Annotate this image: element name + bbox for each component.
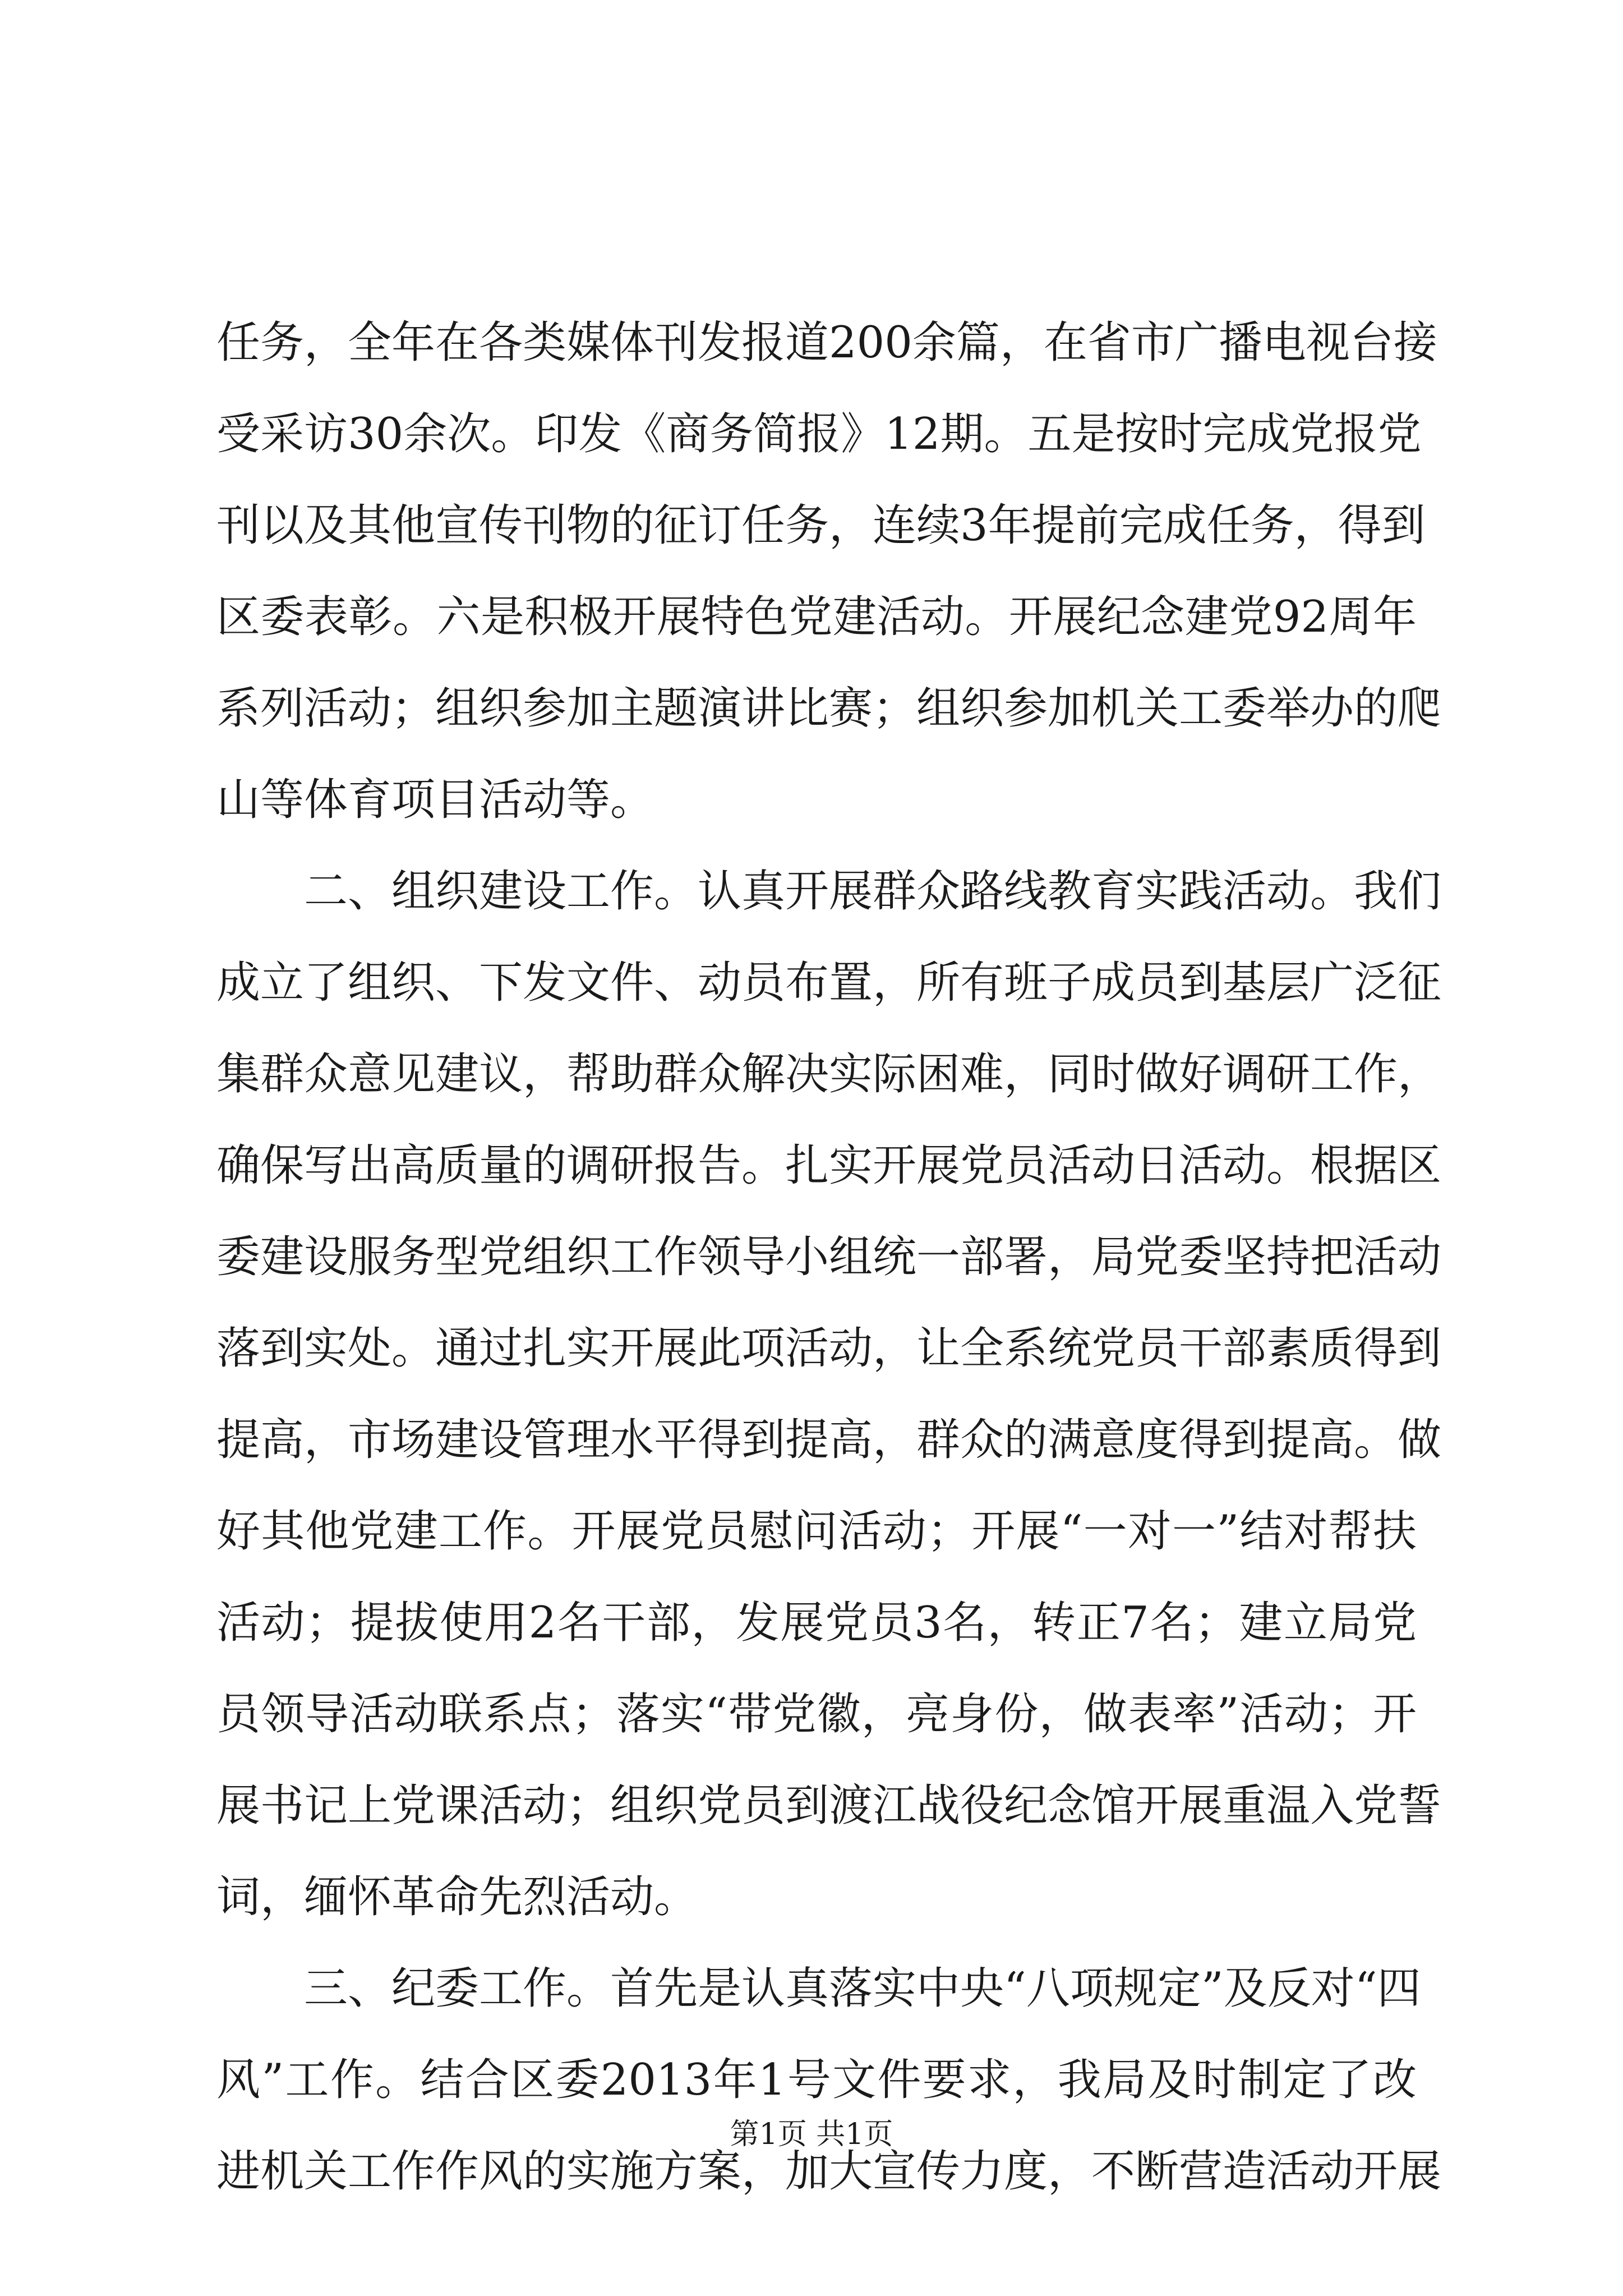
paragraph-3 — [216, 1943, 1442, 2217]
text-line: 山等体育项目活动等。 — [216, 775, 654, 825]
document-body — [216, 297, 1442, 2217]
text-line: 任务，全年在各类媒体刊发报道200余篇，在省市广播电视台接 — [216, 318, 1437, 368]
text-line: 展书记上党课活动；组织党员到渡江战役纪念馆开展重温入党誓 — [216, 1780, 1442, 1831]
text-line: 二、组织建设工作。认真开展群众路线教育实践活动。我们 — [304, 866, 1442, 917]
text-line: 好其他党建工作。开展党员慰问活动；开展“一对一”结对帮扶 — [216, 1506, 1417, 1557]
text-line: 活动；提拔使用2名干部，发展党员3名，转正7名；建立局党 — [216, 1598, 1417, 1648]
text-line: 受采访30余次。印发《商务简报》12期。五是按时完成党报党 — [216, 409, 1422, 459]
text-line: 风”工作。结合区委2013年1号文件要求，我局及时制定了改 — [216, 2055, 1417, 2105]
paragraph-2 — [216, 846, 1442, 1943]
text-line: 集群众意见建议，帮助群众解决实际困难，同时做好调研工作， — [216, 1049, 1442, 1099]
text-line: 刊以及其他宣传刊物的征订任务，连续3年提前完成任务，得到 — [216, 500, 1426, 551]
text-line: 委建设服务型党组织工作领导小组统一部署，局党委坚持把活动 — [216, 1232, 1442, 1282]
text-line: 员领导活动联系点；落实“带党徽，亮身份，做表率”活动；开 — [216, 1689, 1417, 1740]
text-line: 确保写出高质量的调研报告。扎实开展党员活动日活动。根据区 — [216, 1140, 1442, 1191]
text-line: 进机关工作作风的实施方案，加大宣传力度，不断营造活动开展 — [216, 2146, 1442, 2197]
text-line: 区委表彰。六是积极开展特色党建活动。开展纪念建党92周年 — [216, 592, 1417, 642]
text-line: 三、纪委工作。首先是认真落实中央“八项规定”及反对“四 — [304, 1963, 1421, 2014]
paragraph-1 — [216, 297, 1442, 846]
text-line: 落到实处。通过扎实开展此项活动，让全系统党员干部素质得到 — [216, 1323, 1442, 1374]
page-footer — [0, 2115, 1623, 2154]
text-line: 提高，市场建设管理水平得到提高，群众的满意度得到提高。做 — [216, 1415, 1442, 1465]
text-line: 成立了组织、下发文件、动员布置，所有班子成员到基层广泛征 — [216, 958, 1442, 1008]
page-number-label: 第1页 共1页 — [730, 2118, 893, 2151]
text-line: 系列活动；组织参加主题演讲比赛；组织参加机关工委举办的爬 — [216, 683, 1442, 734]
text-line: 词，缅怀革命先烈活动。 — [216, 1872, 698, 1922]
